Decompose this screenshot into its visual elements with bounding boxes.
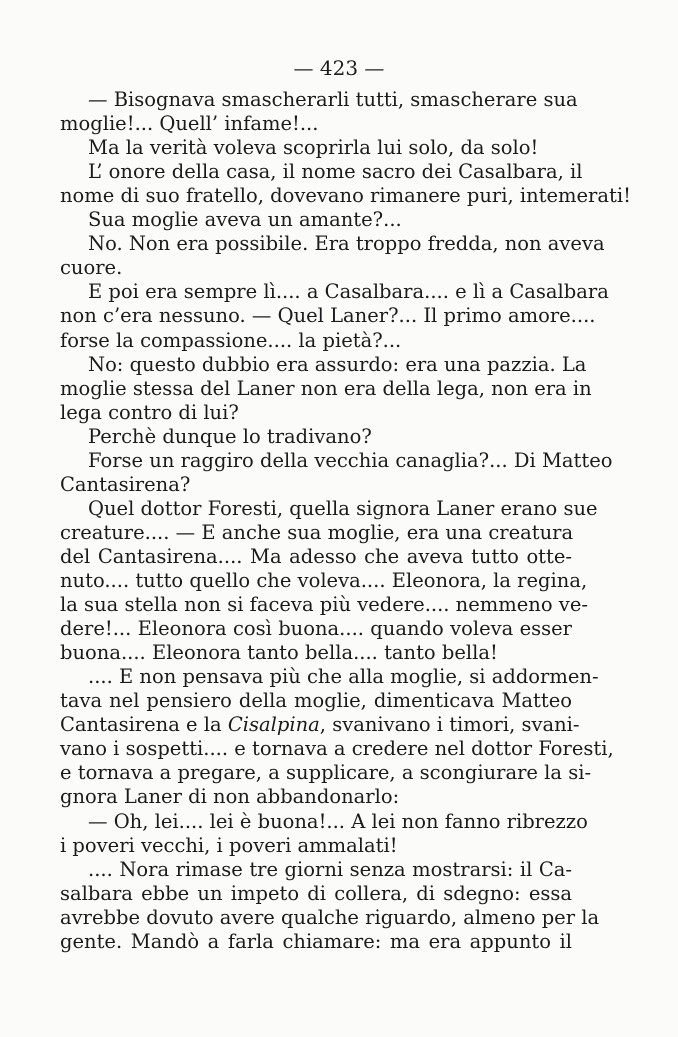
text-line: Perchè dunque lo tradivano? — [88, 424, 372, 448]
text-line: salbara ebbe un impeto di collera, di sdegno: essa — [60, 881, 572, 905]
text-line: moglie!... Quell’ infame!... — [60, 112, 319, 136]
text-line: i poveri vecchi, i poveri ammalati! — [60, 833, 398, 857]
text-line: .... E non pensava più che alla moglie, si addormen- — [88, 665, 599, 689]
text-line: buona.... Eleonora tanto bella.... tanto bella! — [60, 641, 498, 665]
text-line: gnora Laner di non abbandonarlo: — [60, 785, 400, 809]
text-line: lega contro di lui? — [60, 400, 239, 424]
text-line: Cantasirena? — [60, 472, 191, 496]
text-line: e tornava a pregare, a supplicare, a scongiurare la si- — [60, 761, 592, 785]
text-line: Quel dottor Foresti, quella signora Laner erano sue — [88, 496, 598, 520]
text-line: moglie stessa del Laner non era della lega, non era in — [60, 376, 592, 400]
text-line: nome di suo fratello, dovevano rimanere puri, intemerati! — [60, 184, 631, 208]
text-line: No: questo dubbio era assurdo: era una pazzia. La — [88, 352, 587, 376]
page-number: — 423 — — [293, 56, 385, 80]
text-line: cuore. — [60, 256, 123, 280]
text-line: dere!... Eleonora così buona.... quando voleva esser — [60, 617, 572, 641]
text-line: tava nel pensiero della moglie, dimenticava Matteo — [60, 689, 572, 713]
text-line: E poi era sempre lì.... a Casalbara.... e lì a Casalbara — [88, 280, 609, 304]
text-line: Sua moglie aveva un amante?... — [88, 208, 402, 232]
text-line: Forse un raggiro della vecchia canaglia?... Di Matteo — [88, 448, 613, 472]
text-line: — Bisognava smascherarli tutti, smascherare sua — [88, 88, 578, 111]
text-line: la sua stella non si faceva più vedere.... nemmeno ve- — [60, 593, 588, 617]
text-line: No. Non era possibile. Era troppo fredda, non aveva — [88, 232, 605, 256]
text-line: nuto.... tutto quello che voleva.... Eleonora, la regina, — [60, 569, 588, 592]
text-line: L’ onore della casa, il nome sacro dei Casalbara, il — [88, 160, 583, 184]
text-line: gente. Mandò a farla chiamare: ma era appunto il — [60, 929, 572, 953]
text-line: — Oh, lei.... lei è buona!... A lei non fanno ribrezzo — [88, 809, 588, 833]
text-line: Ma la verità voleva scoprirla lui solo, da solo! — [88, 136, 539, 160]
text-line: forse la compassione.... la pietà?... — [60, 328, 402, 352]
text-line: .... Nora rimase tre giorni senza mostrarsi: il Ca- — [88, 857, 572, 881]
text-line: Cantasirena e la Cisalpina, svanivano i timori, svani- — [60, 713, 580, 737]
text-line: non c’era nessuno. — Quel Laner?... Il primo amore.... — [60, 304, 596, 328]
text-line: creature.... — E anche sua moglie, era una creatura — [60, 520, 574, 544]
text-line: del Cantasirena.... Ma adesso che aveva tutto otte- — [60, 544, 572, 568]
text-line: avrebbe dovuto avere qualche riguardo, almeno per la — [60, 905, 600, 929]
text-line: vano i sospetti.... e tornava a credere nel dottor Foresti, — [60, 737, 614, 761]
